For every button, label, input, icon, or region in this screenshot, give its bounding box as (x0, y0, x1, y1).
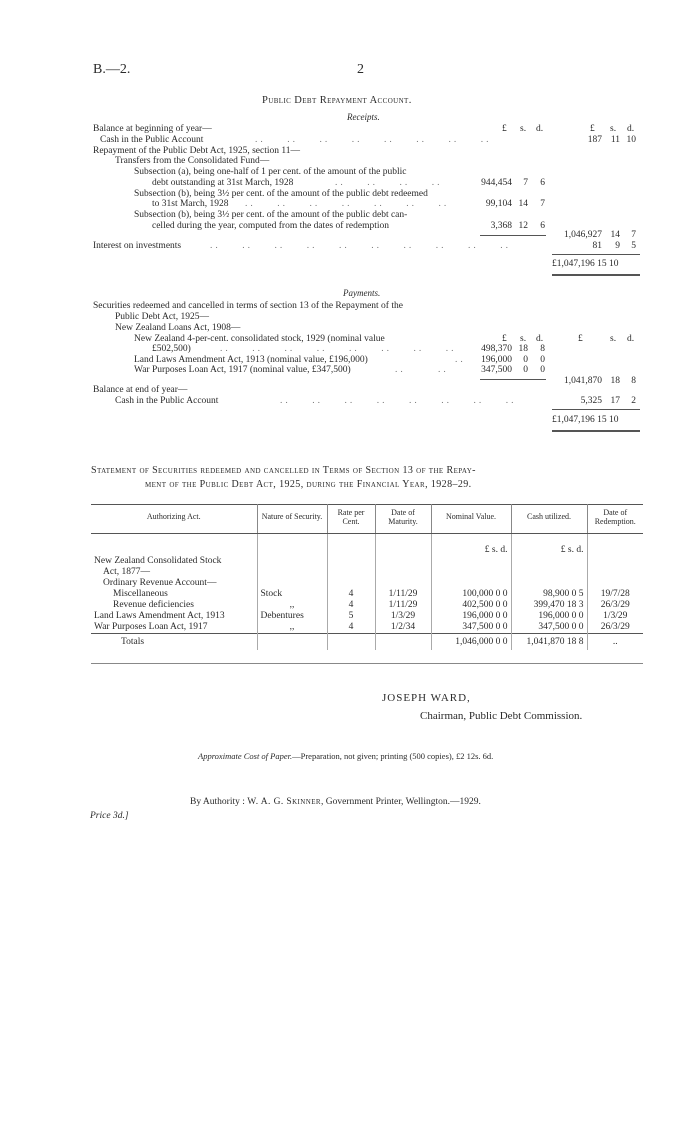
transfers-total-s: 14 (610, 230, 620, 240)
pound-header: £ (502, 334, 507, 344)
payments-cash-label: Cash in the Public Account (115, 396, 219, 406)
interest-pound: 81 (592, 241, 602, 251)
s-header: s. (610, 124, 617, 134)
row-act: Miscellaneous (91, 589, 257, 600)
totals-nominal: 1,046,000 0 0 (431, 633, 511, 650)
sub-b-line1: Subsection (b), being 3½ per cent. of the amount of the public debt redeemed (134, 189, 428, 199)
row-rate: 4 (327, 589, 375, 600)
row-cash: 98,900 0 5 (511, 589, 587, 600)
table-row (91, 545, 643, 556)
col-redemption: Date of Redemption. (587, 505, 643, 534)
d-header: d. (536, 334, 544, 344)
statement-title-line1: Statement of Securities redeemed and cancelled in Terms of Section 13 of the Repay- (91, 465, 476, 476)
transfers-total-pound: 1,046,927 (564, 230, 602, 240)
account-title: Public Debt Repayment Account. (262, 95, 412, 106)
cost-note (198, 752, 493, 761)
sub-b-s: 14 (518, 199, 528, 209)
securities-total-s: 18 (610, 376, 620, 386)
sub-b-d: 7 (540, 199, 545, 209)
table-row (91, 611, 643, 622)
table-row (91, 589, 643, 600)
col-authorizing-act: Authorizing Act. (91, 505, 257, 534)
securities-total-d: 8 (631, 376, 636, 386)
nz-consol-d: 8 (540, 344, 545, 354)
table-row (91, 622, 643, 634)
receipts-heading: Receipts. (347, 112, 380, 122)
table-row (91, 533, 643, 545)
row-maturity: 1/11/29 (375, 589, 431, 600)
col-maturity: Date of Maturity. (375, 505, 431, 534)
war-purposes-s: 0 (523, 365, 528, 375)
sub-c-s: 12 (518, 221, 528, 231)
securities-table (91, 504, 643, 650)
total-rule (552, 409, 640, 410)
row-rate: 4 (327, 600, 375, 611)
row-redemption: 1/3/29 (603, 611, 628, 622)
land-laws-pound: 196,000 (481, 355, 512, 365)
payments-cash-pound: 5,325 (580, 396, 602, 406)
page-number: 2 (357, 62, 364, 77)
totals-row (91, 633, 643, 650)
row-nominal: 196,000 0 0 (431, 611, 511, 622)
row-redemption: 19/7/28 (600, 589, 630, 600)
receipts-grand-total: £1,047,196 15 10 (552, 259, 619, 269)
payments-heading: Payments. (343, 288, 381, 298)
payments-cash-d: 2 (631, 396, 636, 406)
sub-c-d: 6 (540, 221, 545, 231)
securities-total-pound: 1,041,870 (564, 376, 602, 386)
receipt-cash-pound: 187 (587, 135, 602, 145)
row-nominal: 100,000 0 0 (431, 589, 511, 600)
nz-consol-line2: £502,500) (152, 344, 191, 354)
row-nature: ,, (257, 600, 327, 611)
col-cash: Cash utilized. (511, 505, 587, 534)
pound-header: £ (578, 334, 583, 344)
row-act: War Purposes Loan Act, 1917 (91, 622, 257, 634)
group-label-line2: Act, 1877— (91, 567, 257, 578)
payments-grand-total: £1,047,196 15 10 (552, 415, 619, 425)
sub-a-line1: Subsection (a), being one-half of 1 per cent. of the amount of the public (134, 167, 407, 177)
row-maturity: 1/2/34 (375, 622, 431, 634)
nz-consol-line1: New Zealand 4-per-cent. consolidated stock, 1929 (nominal value (134, 334, 385, 344)
price: Price 3d.] (90, 811, 129, 821)
col-nominal: Nominal Value. (431, 505, 511, 534)
row-redemption: 26/3/29 (600, 622, 630, 633)
cash-units: £ s. d. (511, 545, 587, 556)
authority-suffix: , Government Printer, Wellington.—1929. (320, 797, 481, 807)
receipt-balance-heading: Balance at beginning of year— (93, 124, 212, 134)
nz-consol-pound: 498,370 (481, 344, 512, 354)
col-rate: Rate per Cent. (327, 505, 375, 534)
s-header: s. (520, 124, 527, 134)
table-row (91, 600, 643, 611)
land-laws-s: 0 (523, 355, 528, 365)
nominal-units: £ s. d. (431, 545, 511, 556)
group-label-line1: New Zealand Consolidated Stock (91, 556, 257, 567)
d-header: d. (536, 124, 544, 134)
cost-label: Approximate Cost of Paper. (198, 751, 293, 761)
land-laws-d: 0 (540, 355, 545, 365)
authority-line (190, 798, 481, 808)
sub-a-s: 7 (523, 178, 528, 188)
table-row (91, 567, 643, 578)
signature-name: JOSEPH WARD, (382, 692, 471, 704)
row-nominal: 347,500 0 0 (431, 622, 511, 634)
totals-label: Totals (91, 633, 257, 650)
row-nominal: 402,500 0 0 (431, 600, 511, 611)
document-reference: B.—2. (93, 62, 131, 77)
interest-d: 5 (631, 241, 636, 251)
sub-b-pound: 99,104 (485, 199, 512, 209)
totals-redemption: .. (612, 636, 618, 647)
transfers-heading: Transfers from the Consolidated Fund— (115, 156, 270, 166)
table-row (91, 556, 643, 567)
pound-header: £ (502, 124, 507, 134)
receipt-cash-d: 10 (626, 135, 636, 145)
d-header: d. (627, 124, 635, 134)
securities-line2: Public Debt Act, 1925— (115, 312, 209, 322)
sub-a-line2: debt outstanding at 31st March, 1928 (152, 178, 294, 188)
authority-prefix: By Authority : (190, 797, 245, 807)
war-purposes-label: War Purposes Loan Act, 1917 (nominal value, £347,500) (134, 365, 351, 375)
col-nature: Nature of Security. (257, 505, 327, 534)
row-cash: 196,000 0 0 (511, 611, 587, 622)
sub-b-line2: to 31st March, 1928 (152, 199, 229, 209)
total-rule (552, 254, 640, 255)
nz-loans-act: New Zealand Loans Act, 1908— (115, 323, 241, 333)
land-laws-label: Land Laws Amendment Act, 1913 (nominal value, £196,000) (134, 355, 368, 365)
nz-consol-s: 18 (518, 344, 528, 354)
sub-a-pound: 944,454 (481, 178, 512, 188)
table-row (91, 578, 643, 589)
securities-line1: Securities redeemed and cancelled in terms of section 13 of the Repayment of the (93, 301, 403, 311)
sub-c-line2: celled during the year, computed from the dates of redemption (152, 221, 390, 231)
interest-s: 9 (615, 241, 620, 251)
war-purposes-pound: 347,500 (481, 365, 512, 375)
cost-text: —Preparation, not given; printing (500 copies), £2 12s. 6d. (292, 751, 494, 761)
payments-cash-s: 17 (610, 396, 620, 406)
sub-c-pound: 3,368 (490, 221, 512, 231)
row-redemption: 26/3/29 (600, 600, 630, 611)
interest-label: Interest on investments (93, 241, 182, 251)
table-bottom-rule (91, 663, 643, 664)
row-nature: Debentures (257, 611, 327, 622)
table-header-row (91, 505, 643, 534)
pound-header: £ (590, 124, 595, 134)
s-header: s. (520, 334, 527, 344)
row-rate: 5 (327, 611, 375, 622)
printer-name: W. A. G. Skinner (247, 797, 321, 807)
row-act: Land Laws Amendment Act, 1913 (91, 611, 257, 622)
balance-end-heading: Balance at end of year— (93, 385, 188, 395)
row-act: Revenue deficiencies (91, 600, 257, 611)
receipt-cash-label: Cash in the Public Account (100, 135, 204, 145)
subtotal-rule (480, 235, 546, 236)
row-maturity: 1/11/29 (375, 600, 431, 611)
transfers-total-d: 7 (631, 230, 636, 240)
row-cash: 399,470 18 3 (511, 600, 587, 611)
war-purposes-d: 0 (540, 365, 545, 375)
row-cash: 347,500 0 0 (511, 622, 587, 634)
row-maturity: 1/3/29 (375, 611, 431, 622)
subtotal-rule (480, 379, 546, 380)
row-rate: 4 (327, 622, 375, 634)
s-header: s. (610, 334, 617, 344)
repayment-heading: Repayment of the Public Debt Act, 1925, section 11— (93, 146, 301, 156)
subgroup-label: Ordinary Revenue Account— (91, 578, 257, 589)
row-nature: Stock (257, 589, 327, 600)
totals-cash: 1,041,870 18 8 (511, 633, 587, 650)
d-header: d. (627, 334, 635, 344)
double-rule (552, 274, 640, 276)
double-rule (552, 430, 640, 432)
statement-title-line2: ment of the Public Debt Act, 1925, during the Financial Year, 1928–29. (145, 479, 472, 490)
row-nature: ,, (257, 622, 327, 634)
sub-a-d: 6 (540, 178, 545, 188)
signature-title: Chairman, Public Debt Commission. (420, 710, 583, 722)
receipt-cash-s: 11 (610, 135, 620, 145)
sub-c-line1: Subsection (b), being 3½ per cent. of the amount of the public debt can- (134, 210, 408, 220)
